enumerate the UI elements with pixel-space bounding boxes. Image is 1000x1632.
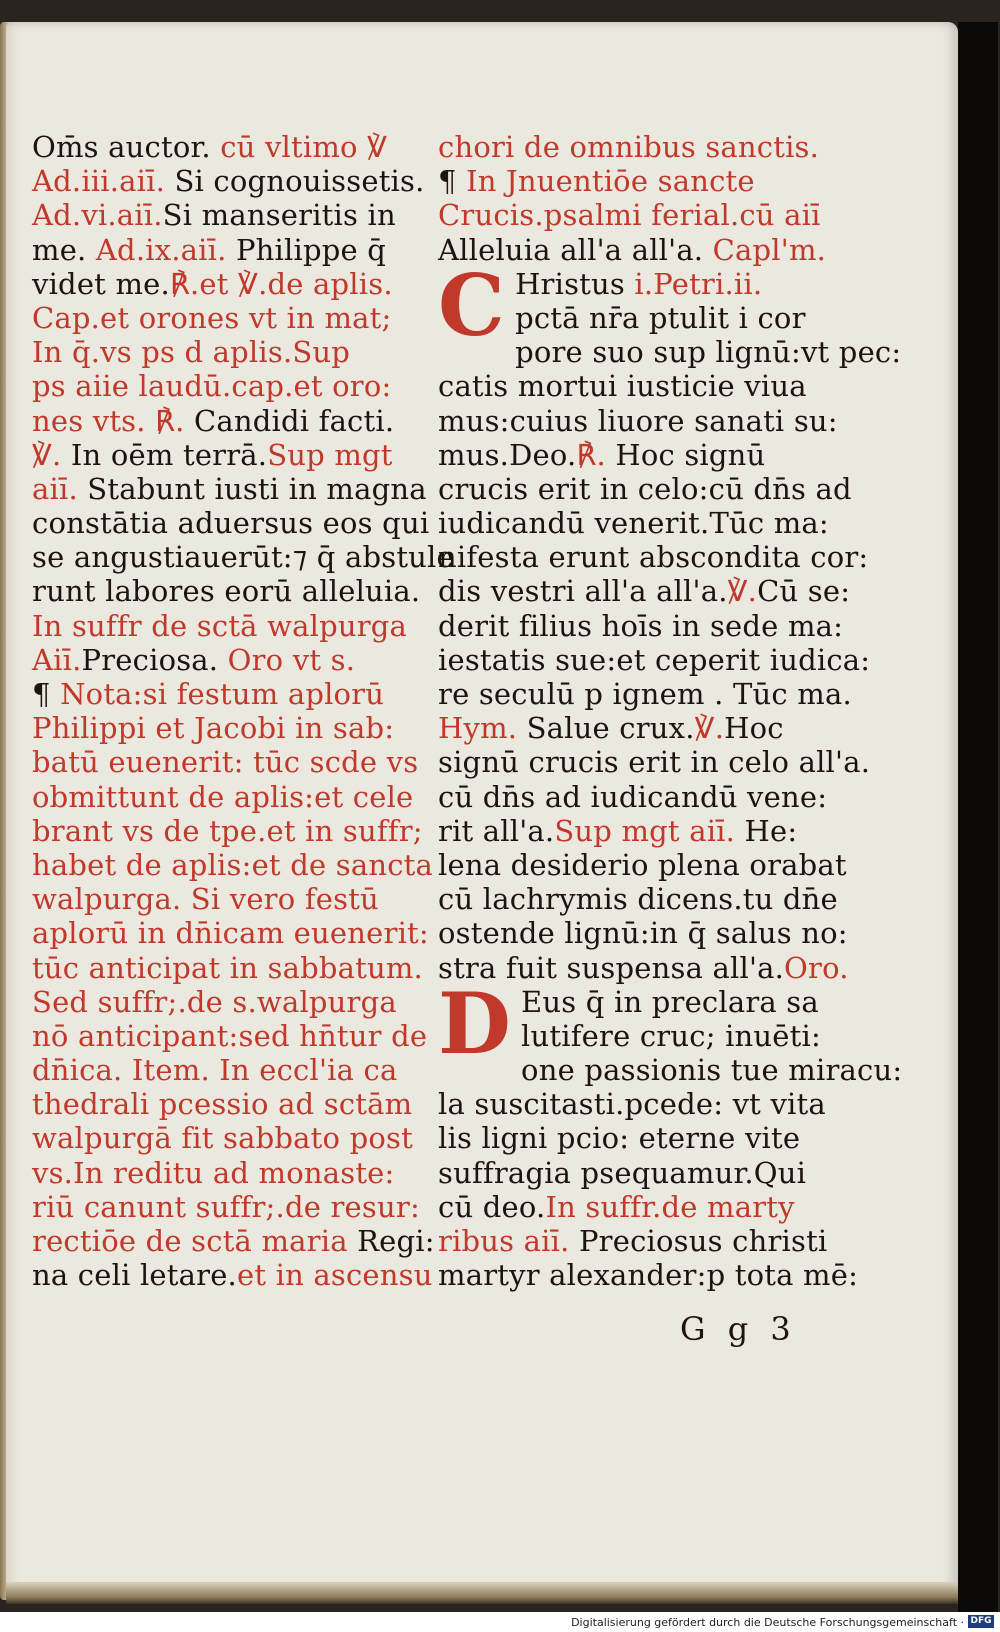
dfg-logo: DFG [968, 1615, 994, 1628]
text-line [438, 677, 852, 711]
text-line [438, 642, 871, 677]
body-text: cū dn̄s ad iudicandū vene: [438, 779, 828, 814]
rubric-text: et in ascensu [236, 1258, 433, 1293]
text-line [438, 847, 847, 882]
text-line [32, 471, 427, 506]
text-line [32, 814, 422, 848]
body-text: rit all'a. [438, 813, 555, 848]
rubric-text: Oro vt s. [227, 642, 356, 677]
text-line [32, 301, 422, 335]
text-line [438, 574, 851, 609]
rubric-text: Sup mgt [267, 437, 393, 472]
text-line [438, 608, 844, 643]
text-line [32, 643, 422, 677]
text-line [438, 1190, 820, 1224]
body-text: Hoc signū [615, 437, 766, 472]
body-text: Salue crux. [526, 711, 695, 746]
rubric-text: riū canunt suffr;.de resur: [32, 1189, 420, 1224]
footer-bar [0, 1612, 1000, 1632]
body-text: Si manseritis in [162, 198, 396, 233]
text-line [32, 574, 422, 608]
rubric-text: Philippi et Jacobi in sab: [32, 711, 395, 746]
text-line [32, 882, 422, 916]
rubric-text: nō anticipant:sed hn̄tur de [32, 1018, 428, 1053]
body-text: runt labores eorū alleluia. [32, 574, 421, 609]
text-line [32, 609, 422, 643]
text-line [32, 1156, 422, 1190]
body-text: Si cognouissetis. [174, 164, 425, 199]
rubric-text: Ad.ix.aiī. [95, 232, 236, 267]
text-line [32, 369, 422, 403]
text-line [32, 506, 430, 541]
rubric-text: ℣. [694, 711, 725, 746]
body-text: stra fuit suspensa all'a. [438, 950, 785, 985]
rubric-text: ℟. [576, 437, 616, 472]
rubric-text: aplorū in dn̄icam euenerit: [32, 916, 429, 951]
body-text: lis ligni pcio: eterne vite [438, 1121, 801, 1156]
body-text: Cū se: [757, 574, 851, 609]
body-text: Preciosa. [81, 642, 228, 677]
rubric-text: Crucis.psalmi ferial.cū aiī [438, 198, 821, 233]
body-text: mus.Deo. [438, 437, 577, 472]
text-line [438, 1087, 826, 1122]
rubric-text: Ad.vi.aiī. [32, 198, 163, 233]
right-text-column [438, 130, 903, 1293]
text-line [32, 847, 433, 882]
rubric-text: In suffr de sctā walpurga [32, 608, 408, 643]
text-line [32, 745, 422, 779]
rubric-text: i.Petri.ii. [634, 266, 763, 301]
drop-initial: C [438, 255, 506, 355]
text-line [32, 404, 422, 438]
body-text: re seculū p ignem . Tūc ma. [438, 677, 852, 711]
rubric-text: ℣. [32, 437, 71, 472]
rubric-text: brant vs de tpe.et in suffr; [32, 813, 423, 848]
text-line [438, 711, 820, 745]
rubric-text: obmittunt de aplis:et cele [32, 779, 414, 814]
text-line [438, 232, 827, 267]
body-text: se angustiauerūt:⁊ q̄ abstule [32, 540, 454, 575]
scan-border [958, 22, 998, 1612]
rubric-text: tūc anticipat in sabbatum. [32, 950, 423, 985]
body-text: one passionis tue miracu: [521, 1053, 903, 1088]
text-line [32, 951, 422, 985]
text-line [32, 130, 422, 164]
rubric-text: In q̄.vs ps d aplis.Sup [32, 335, 351, 370]
rubric-text: Aiī. [32, 642, 82, 677]
text-line [32, 1224, 435, 1258]
rubric-text: nes vts. ℟. [32, 403, 194, 438]
left-text-column [32, 130, 454, 1293]
body-text: lena desiderio plena orabat [438, 847, 847, 882]
text-line [438, 164, 820, 198]
text-line [32, 1087, 422, 1121]
body-text: He: [744, 813, 798, 848]
text-line [32, 985, 422, 1019]
rubric-text: Oro. [784, 950, 849, 985]
rubric-text: In suffr.de marty [545, 1189, 795, 1224]
body-text: Philippe q̄ [235, 232, 387, 267]
body-text: ¶ [438, 164, 467, 199]
body-text: Regi: [357, 1224, 435, 1258]
text-line [438, 745, 871, 780]
text-line [438, 882, 838, 917]
rubric-text: Capl'm. [712, 232, 827, 267]
text-line [32, 267, 422, 301]
body-text: Hoc [724, 711, 784, 746]
text-line [32, 438, 422, 472]
body-text: constātia aduersus eos qui [32, 506, 430, 541]
rubric-text: Nota:si festum aplorū [60, 677, 385, 711]
body-text: la suscitasti.pcede: vt vita [438, 1087, 826, 1122]
body-text: pctā nr̄a ptulit i cor [515, 300, 806, 335]
text-line [32, 335, 422, 369]
body-text: me. [32, 232, 96, 267]
rubric-text: walpurgā fit sabbato post [32, 1121, 413, 1156]
body-text: cū lachrymis dicens.tu dn̄e [438, 882, 838, 917]
body-text: Eus q̄ in preclara sa [521, 984, 819, 1019]
body-text: martyr alexander:p tota mē: [438, 1258, 859, 1293]
text-line [438, 540, 869, 575]
text-line [438, 471, 852, 506]
text-line [438, 950, 849, 985]
rubric-text: dn̄ica. Item. In eccl'ia ca [32, 1053, 398, 1088]
rubric-text: Hym. [438, 711, 527, 746]
rubric-text: habet de aplis:et de sancta [32, 847, 433, 882]
body-text: crucis erit in celo:cū dn̄s ad [438, 471, 852, 506]
body-text: Hristus [515, 266, 635, 301]
text-line [32, 1121, 422, 1155]
body-text: ostende lignū:in q̄ salus no: [438, 916, 848, 951]
text-line [438, 438, 820, 472]
body-text: Om̄s auctor. [32, 130, 221, 164]
text-line [438, 130, 820, 164]
text-line [32, 677, 422, 711]
text-line [438, 814, 820, 848]
body-text: suffragia psequamur.Qui [438, 1155, 807, 1190]
rubric-text: aiī. [32, 471, 88, 506]
text-line [32, 233, 422, 267]
body-text: cū deo. [438, 1189, 546, 1224]
rubric-text: batū euenerit: tūc scde vs [32, 745, 419, 780]
text-line [32, 780, 422, 814]
body-text: iudicandū venerit.Tūc ma: [438, 506, 829, 541]
text-line [438, 403, 838, 438]
body-text: lutifere cruc; inuēti: [521, 1018, 821, 1053]
rubric-text: ℟.et ℣.de aplis. [169, 266, 393, 301]
body-text: videt me. [32, 266, 170, 301]
body-text: ¶ [32, 677, 61, 711]
rubric-text: walpurga. Si vero festū [32, 882, 379, 917]
body-text: In oēm terrā. [70, 437, 268, 472]
rubric-text: Sup mgt aiī. [554, 813, 745, 848]
funding-notice: Digitalisierung gefördert durch die Deutsche Forschungsgemeinschaft · [571, 1616, 964, 1629]
body-text: signū crucis erit in celo all'a. [438, 745, 871, 780]
text-line [438, 779, 828, 814]
body-text: iestatis sue:et ceperit iudica: [438, 642, 871, 677]
page-bottom-edge [6, 1582, 958, 1604]
body-text: nifesta erunt abscondita cor: [438, 540, 869, 575]
body-text: Stabunt iusti in magna [87, 471, 427, 506]
body-text: catis mortui iusticie viua [438, 369, 807, 404]
body-text: Preciosus christi [578, 1224, 828, 1258]
text-line [438, 1156, 820, 1190]
text-line [438, 198, 820, 232]
text-line [438, 1121, 820, 1155]
rubric-text: chori de omnibus sanctis. [438, 130, 820, 164]
text-line [438, 916, 848, 951]
body-text: na celi letare. [32, 1258, 237, 1293]
body-text: derit filius hoīs in sede ma: [438, 608, 844, 643]
rubric-text: vs.In reditu ad monaste: [32, 1155, 395, 1190]
rubric-text: ℣. [727, 574, 758, 609]
rubric-text: cū vltimo ℣ [220, 130, 388, 164]
text-line [32, 1190, 422, 1224]
body-text: Candidi facti. [193, 403, 395, 438]
signature-mark: G g 3 [680, 1310, 797, 1348]
text-line [438, 1224, 828, 1258]
text-line [32, 1258, 433, 1293]
text-line [32, 164, 425, 199]
drop-initial: D [438, 973, 512, 1073]
text-line [32, 198, 422, 232]
rubric-text: Cap.et orones vt in mat; [32, 300, 392, 335]
body-text: mus:cuius liuore sanati su: [438, 403, 838, 438]
rubric-text: Sed suffr;.de s.walpurga [32, 984, 397, 1019]
text-line [32, 711, 422, 745]
rubric-text: thedrali pcessio ad sctām [32, 1087, 413, 1122]
rubric-text: rectiōe de sctā maria [32, 1224, 358, 1258]
rubric-text: ribus aiī. [438, 1224, 579, 1258]
text-line [32, 916, 429, 951]
body-text: pore suo sup lignū:vt pec: [515, 335, 902, 370]
rubric-text: In Jnuentiōe sancte [466, 164, 755, 199]
text-line [32, 1018, 428, 1053]
body-text: dis vestri all'a all'a. [438, 574, 728, 609]
text-line [438, 1258, 859, 1293]
text-line [32, 540, 454, 575]
text-line [438, 506, 829, 541]
text-line [438, 369, 820, 403]
body-text: Alleluia all'a all'a. [438, 232, 713, 267]
text-line [32, 1053, 422, 1087]
rubric-text: Ad.iii.aiī. [32, 164, 175, 199]
rubric-text: ps aiie laudū.cap.et oro: [32, 369, 392, 404]
